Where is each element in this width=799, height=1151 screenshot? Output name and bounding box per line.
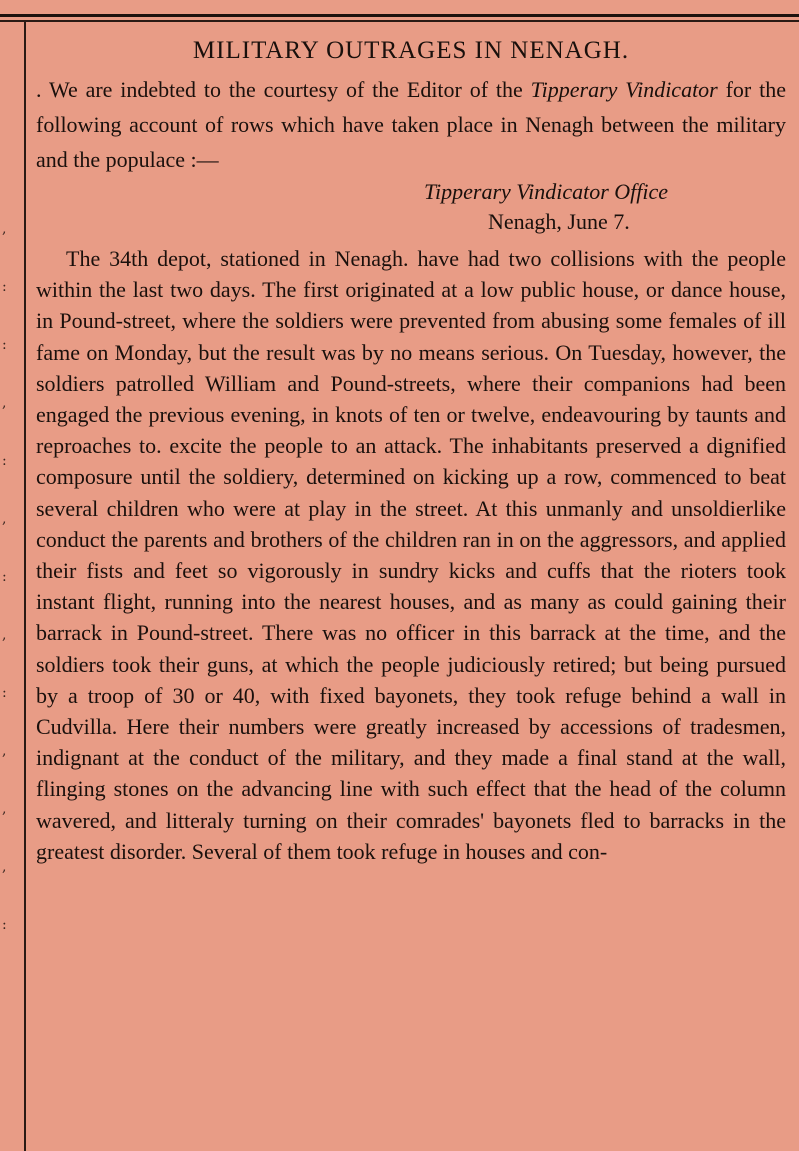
intro-rest: for the following account of rows which have taken place in Nenagh between the military and the populace :— [36, 77, 786, 172]
top-rule [0, 14, 799, 17]
article-intro [36, 72, 786, 177]
dateline [36, 177, 786, 237]
margin-marks: , : : , : , : , : , , , : [2, 221, 7, 933]
dateline-place: Tipperary Vindicator Office [424, 179, 669, 204]
intro-lead: . We are indebted to the courtesy of the Editor of the [36, 77, 523, 102]
intro-paper-name: Tipperary Vindicator [530, 77, 718, 102]
dateline-date: Nenagh, June 7. [488, 209, 630, 234]
top-rule-secondary [0, 20, 799, 22]
article-column [36, 34, 786, 867]
column-rule [24, 22, 26, 1151]
article-body: The 34th depot, stationed in Nenagh. have had two collisions with the people within the last two days. The first originated at a low public house, or dance house, in Pound-street, where the soldiers were prevented from abusing some females of ill fame on Monday, but the result was by no means serious. On Tuesday, however, the soldiers patrolled William and Pound-streets, where their companions had been engaged the previous evening, in knots of ten or twelve, endeavouring by taunts and reproaches to. excite the people to an attack. The inhabitants preserved a dignified composure until the soldiery, determined on kicking up a row, commenced to beat several children who were at play in the street. At this unmanly and unsoldierlike conduct the parents and brothers of the children ran in on the aggressors, and applied their fists and feet so vigorously in sundry kicks and cuffs that the rioters took instant flight, running into the nearest houses, and as many as could gaining their barrack in Pound-street. There was no officer in this barrack at the time, and the soldiers took their guns, at which the people judiciously retired; but being pursued by a troop of 30 or 40, with fixed bayonets, they took refuge behind a wall in Cudvilla. Here their numbers were greatly increased by accessions of tradesmen, indignant at the conduct of the military, and they made a final stand at the wall, flinging stones on the advancing line with such effect that the head of the column wavered, and litteraly turning on their comrades' bayonets fled to barracks in the greatest disorder. Several of them took refuge in houses and con- [36, 246, 786, 864]
article-headline: MILITARY OUTRAGES IN NENAGH. [192, 37, 630, 64]
